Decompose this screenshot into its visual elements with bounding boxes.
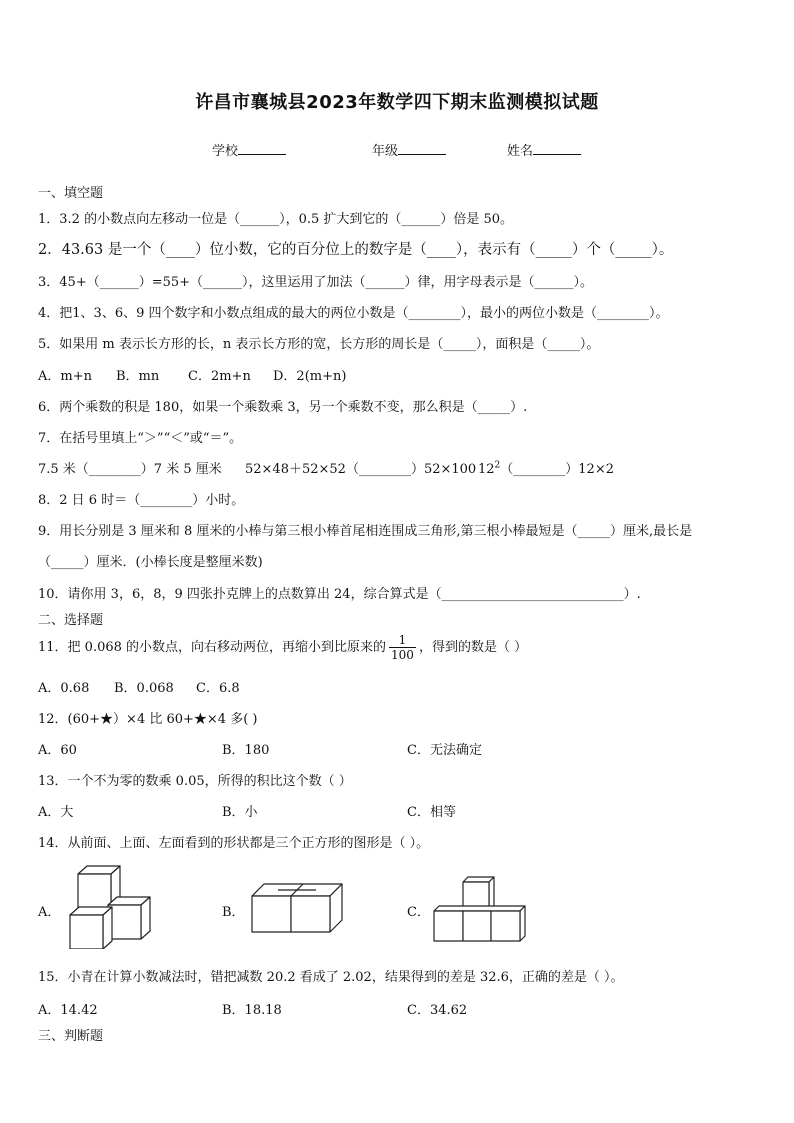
q7-c-exponent: 2	[494, 460, 501, 471]
q11-fraction	[389, 633, 416, 662]
question-3: 3．45+（______）=55+（______），这里运用了加法（______）律，用字母表示是（______）。	[38, 275, 594, 290]
q15-option-a: A．14.42	[38, 1003, 98, 1018]
q11-text-post: ，得到的数是（ ）	[418, 640, 528, 655]
school-blank[interactable]	[238, 142, 286, 155]
question-15: 15．小青在计算小数减法时，错把减数 20.2 看成了 2.02，结果得到的差是 32.6，正确的差是（ ）。	[38, 970, 624, 985]
q11-option-a: A．0.68	[38, 681, 90, 696]
question-2: 2．43.63 是一个（____）位小数，它的百分位上的数字是（____），表示有（_____）个（_____）。	[38, 242, 674, 258]
grade-label: 年级	[372, 144, 399, 159]
q7-item-a: 7.5 米（________）7 米 5 厘米	[38, 462, 222, 477]
q13-option-a: A．大	[38, 805, 74, 820]
school-label: 学校	[212, 144, 239, 159]
q14-figure-b	[248, 878, 348, 934]
name-label: 姓名	[507, 144, 534, 159]
q13-option-c: C．相等	[407, 805, 456, 820]
section-true-false: 三、判断题	[38, 1029, 104, 1044]
q13-option-b: B．小	[222, 805, 258, 820]
q5-option-d: D．2(m+n)	[273, 369, 347, 384]
q14-option-c: C．	[407, 905, 430, 920]
question-10: 10．请你用 3，6，8，9 四张扑克牌上的点数算出 24，综合算式是（____________________________）.	[38, 587, 641, 602]
question-8: 8．2 日 6 时＝（________）小时。	[38, 493, 245, 508]
q5-option-b: B．mn	[116, 369, 160, 384]
q12-option-b: B．180	[222, 743, 270, 758]
q14-figure-c	[430, 874, 530, 944]
page-title: 许昌市襄城县2023年数学四下期末监测模拟试题	[195, 92, 599, 113]
q14-option-b: B．	[222, 905, 245, 920]
question-1: 1．3.2 的小数点向左移动一位是（______），0.5 扩大到它的（______）倍是 50。	[38, 212, 514, 227]
q14-figure-a	[60, 863, 156, 949]
question-14: 14．从前面、上面、左面看到的形状都是三个正方形的图形是（ ）。	[38, 836, 430, 851]
question-13: 13．一个不为零的数乘 0.05，所得的积比这个数（ ）	[38, 774, 352, 789]
q15-option-b: B．18.18	[222, 1003, 282, 1018]
question-6: 6．两个乘数的积是 180，如果一个乘数乘 3，另一个乘数不变，那么积是（_____）.	[38, 400, 528, 415]
question-9-line-2: （_____）厘米．(小棒长度是整厘米数)	[38, 555, 263, 570]
q7-item-c	[478, 458, 614, 477]
q15-option-c: C．34.62	[407, 1003, 468, 1018]
grade-blank[interactable]	[398, 142, 446, 155]
q11-denominator: 100	[391, 648, 414, 662]
q11-text-pre: 11．把 0.068 的小数点，向右移动两位，再缩小到比原来的	[38, 640, 387, 655]
q7-c-rest: （________）12×2	[500, 462, 614, 477]
q7-item-b: 52×48＋52×52（________）52×100	[245, 462, 477, 477]
q11-option-b: B．0.068	[114, 681, 174, 696]
section-multiple-choice: 二、选择题	[38, 613, 104, 628]
question-4: 4．把1、3、6、9 四个数字和小数点组成的最大的两位小数是（________），最小的两位小数是（________）。	[38, 306, 669, 321]
grade-field	[372, 140, 446, 159]
question-12: 12．(60+★）×4 比 60+★×4 多( )	[38, 712, 258, 727]
q12-option-a: A．60	[38, 743, 77, 758]
question-9-line-1: 9．用长分别是 3 厘米和 8 厘米的小棒与第三根小棒首尾相连围成三角形,第三根小棒最短是（_____）厘米,最长是	[38, 524, 693, 539]
q5-option-c: C．2m+n	[188, 369, 251, 384]
q14-option-a: A．	[38, 905, 61, 920]
name-field	[507, 140, 581, 159]
name-blank[interactable]	[533, 142, 581, 155]
q11-numerator: 1	[389, 633, 416, 648]
section-fill-in: 一、填空题	[38, 186, 104, 201]
q12-option-c: C．无法确定	[407, 743, 482, 758]
q7-c-base: 12	[478, 462, 495, 477]
school-field	[212, 140, 286, 159]
q5-option-a: A．m+n	[38, 369, 92, 384]
q11-option-c: C．6.8	[196, 681, 240, 696]
question-11	[38, 633, 527, 663]
question-7: 7．在括号里填上“＞”“＜”或“＝”。	[38, 431, 243, 446]
question-5: 5．如果用 m 表示长方形的长，n 表示长方形的宽，长方形的周长是（_____），面积是（_____）。	[38, 337, 600, 352]
